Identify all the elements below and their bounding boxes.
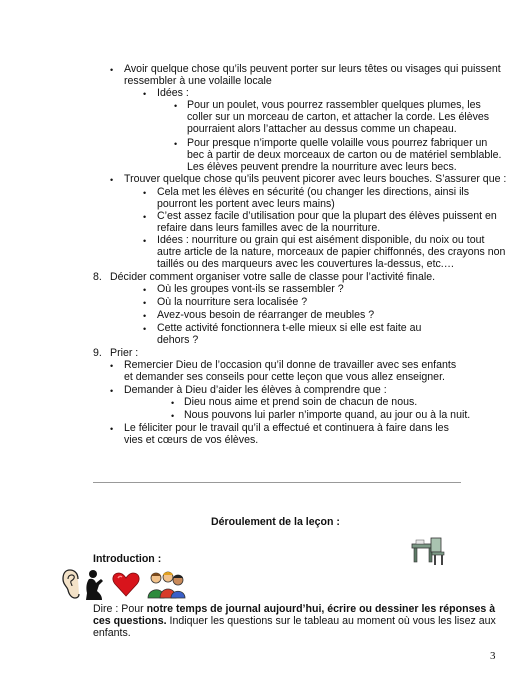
bullet: • bbox=[143, 298, 147, 308]
list-item: Où la nourriture sera localisée ? bbox=[157, 296, 308, 308]
bullet: • bbox=[143, 212, 147, 222]
bullet: • bbox=[110, 424, 114, 434]
list-item-cont: taillés ou des marqueurs avec les couvertures la-dessus, etc.… bbox=[157, 258, 455, 270]
say-label: Dire : Pour bbox=[93, 603, 147, 615]
say-text-line2 bbox=[93, 615, 496, 627]
list-item: Le féliciter pour le travail qu’il a effectué et continuera à faire dans les bbox=[124, 422, 449, 434]
praying-person-icon bbox=[84, 569, 106, 601]
list-item: Demander à Dieu d’aider les élèves à comprendre que : bbox=[124, 384, 387, 396]
list-item: Remercier Dieu de l’occasion qu’il donne de travailler avec ses enfants bbox=[124, 359, 457, 371]
list-number: 8. bbox=[93, 271, 102, 283]
bullet: • bbox=[143, 311, 147, 321]
list-item-cont: et demander ses conseils pour cette leçon que vous allez enseigner. bbox=[124, 371, 445, 383]
list-item-cont: bec à partir de deux morceaux de carton ou de matériel semblable. bbox=[187, 149, 502, 161]
list-item: Pour presque n’importe quelle volaille vous pourrez fabriquer un bbox=[187, 137, 488, 149]
bullet: • bbox=[143, 324, 147, 334]
say-text-line1 bbox=[93, 603, 495, 615]
say-bold-text: notre temps de journal aujourd’hui, écrire ou dessiner les réponses à bbox=[146, 603, 496, 615]
bullet: • bbox=[143, 89, 147, 99]
ideas-label: Idées : bbox=[157, 87, 189, 99]
bullet: • bbox=[110, 65, 114, 75]
list-item: Pour un poulet, vous pourrez rassembler quelques plumes, les bbox=[187, 99, 481, 111]
list-number: 9. bbox=[93, 347, 102, 359]
list-item: Nous pouvons lui parler n’importe quand, au jour ou à la nuit. bbox=[184, 409, 471, 421]
bullet: • bbox=[174, 101, 178, 111]
list-item-cont: pourraient alors l’attacher au dessus comme un chapeau. bbox=[187, 123, 457, 135]
heart-icon bbox=[112, 571, 140, 597]
ear-icon bbox=[62, 569, 84, 599]
list-item-cont: dehors ? bbox=[157, 334, 199, 346]
bullet: • bbox=[110, 175, 114, 185]
bullet: • bbox=[171, 398, 175, 408]
bullet: • bbox=[171, 411, 175, 421]
bullet: • bbox=[143, 285, 147, 295]
list-item: Dieu nous aime et prend soin de chacun de nous. bbox=[184, 396, 418, 408]
say-bold-text2: ces questions. bbox=[93, 615, 167, 627]
group-of-children-icon bbox=[146, 570, 186, 600]
horizontal-divider bbox=[93, 482, 461, 483]
numbered-item: Décider comment organiser votre salle de classe pour l’activité finale. bbox=[110, 271, 436, 283]
list-item: Cette activité fonctionnera t-elle mieux si elle est faite au bbox=[157, 322, 422, 334]
bullet: • bbox=[143, 188, 147, 198]
section-title: Déroulement de la leçon : bbox=[211, 516, 340, 528]
list-item: Trouver quelque chose qu’ils peuvent picorer avec leurs bouches. S’assurer que : bbox=[124, 173, 507, 185]
page-number: 3 bbox=[490, 650, 496, 662]
numbered-item: Prier : bbox=[110, 347, 139, 359]
list-item-cont: pourront les portent avec leurs mains) bbox=[157, 198, 335, 210]
list-item-cont: autre article de la nature, morceaux de papier chiffonnés, des crayons non bbox=[157, 246, 506, 258]
say-text-line3: enfants. bbox=[93, 627, 131, 639]
list-item-cont: Les élèves peuvent prendre la nourriture avec leurs becs. bbox=[187, 161, 457, 173]
list-item: Cela met les élèves en sécurité (ou changer les directions, ainsi ils bbox=[157, 186, 470, 198]
classroom-desk-icon bbox=[410, 534, 446, 568]
list-item: Avoir quelque chose qu’ils peuvent porter sur leurs têtes ou visages qui puissent bbox=[124, 63, 501, 75]
intro-heading: Introduction : bbox=[93, 553, 162, 565]
list-item: Où les groupes vont-ils se rassembler ? bbox=[157, 283, 344, 295]
bullet: • bbox=[110, 386, 114, 396]
list-item-cont: coller sur un morceau de carton, et attacher la corde. Les élèves bbox=[187, 111, 490, 123]
list-item-cont: vies et cœurs de vos élèves. bbox=[124, 434, 259, 446]
list-item-cont: refaire dans leurs familles avec de la nourriture. bbox=[157, 222, 381, 234]
bullet: • bbox=[143, 236, 147, 246]
list-item-cont: ressembler à une volaille locale bbox=[124, 75, 272, 87]
list-item: C’est assez facile d’utilisation pour que la plupart des élèves puissent en bbox=[157, 210, 497, 222]
say-rest-text: Indiquer les questions sur le tableau au moment où vous les lisez aux bbox=[166, 615, 496, 627]
list-item: Idées : nourriture ou grain qui est aisément disponible, du noix ou tout bbox=[157, 234, 485, 246]
bullet: • bbox=[174, 139, 178, 149]
list-item: Avez-vous besoin de réarranger de meubles ? bbox=[157, 309, 375, 321]
bullet: • bbox=[110, 361, 114, 371]
